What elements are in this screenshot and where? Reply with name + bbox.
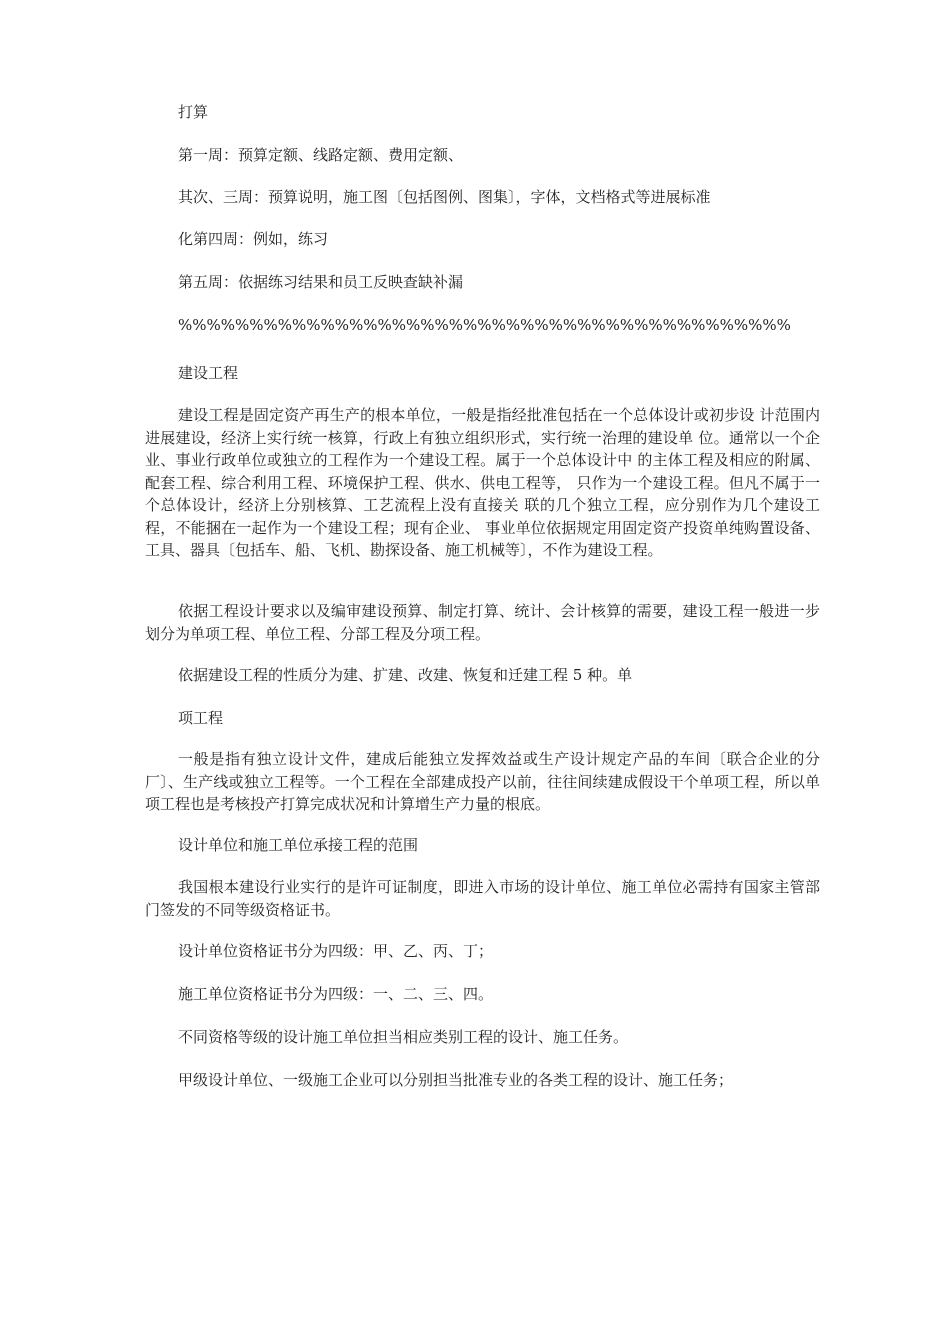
line-design-certificate: 设计单位资格证书分为四级：甲、乙、丙、丁； <box>178 942 494 960</box>
paragraph-definition: 建设工程是固定资产再生产的根本单位，一般是指经批准包括在一个总体设计或初步设 计范围内进展建设，经济上实行统一核算，行政上有独立组织形式，实行统一治理的建设单 位。通常以一个企业、事业行政单位或独立的工程作为一个建设工程。属于一个总体设计中 的主体工程及相应的附属、配套工程、综合利用工程、环境保护工程、供水、供电工程等， 只作为一个建设工程。但凡不属于一个总体设计，经济上分别核算、工艺流程上没有直接关 联的几个独立工程，应分别作为几个建设工程，不能捆在一起作为一个建设工程；现有企业、 事业单位依据规定用固定资产投资单纯购置设备、工具、器具〔包括车、船、飞机、勘探设备、施工机械等〕，不作为建设工程。 <box>145 406 820 559</box>
section-title-single-project: 项工程 <box>178 709 224 727</box>
line-week-two-three: 其次、三周：预算说明，施工图〔包括图例、图集〕，字体，文档格式等进展标准 <box>178 188 711 206</box>
percent-separator: %%%%%%%%%%%%%%%%%%%%%%%%%%%%%%%%%%%%%%%%%%% <box>178 316 791 334</box>
line-construction-certificate: 施工单位资格证书分为四级：一、二、三、四。 <box>178 985 494 1003</box>
paragraph-division: 依据工程设计要求以及编审建设预算、制定打算、统计、会计核算的需要，建设工程一般进一步划分为单项工程、单位工程、分部工程及分项工程。 <box>145 602 820 643</box>
paragraph-single-project: 一般是指有独立设计文件，建成后能独立发挥效益或生产设计规定产品的车间〔联合企业的分厂〕、生产线或独立工程等。一个工程在全部建成投产以前，往往间续建成假设干个单项工程，所以单项工程也是考核投产打算完成状况和计算增生产力量的根底。 <box>145 750 820 813</box>
line-grade-tasks: 不同资格等级的设计施工单位担当相应类别工程的设计、施工任务。 <box>178 1028 629 1046</box>
section-title-scope: 设计单位和施工单位承接工程的范围 <box>178 836 419 854</box>
paragraph-license-system: 我国根本建设行业实行的是许可证制度，即进入市场的设计单位、施工单位必需持有国家主管部门签发的不同等级资格证书。 <box>145 878 820 919</box>
section-title-construction-project: 建设工程 <box>178 364 239 382</box>
line-week-one: 第一周：预算定额、线路定额、费用定额、 <box>178 146 464 164</box>
line-project-types: 依据建设工程的性质分为建、扩建、改建、恢复和迁建工程 5 种。单 <box>178 666 633 684</box>
line-week-four: 化第四周：例如，练习 <box>178 230 329 248</box>
line-class-a-tasks: 甲级设计单位、一级施工企业可以分别担当批准专业的各类工程的设计、施工任务； <box>178 1071 734 1089</box>
line-week-five: 第五周：依据练习结果和员工反映查缺补漏 <box>178 273 464 291</box>
heading-plan: 打算 <box>178 103 209 121</box>
